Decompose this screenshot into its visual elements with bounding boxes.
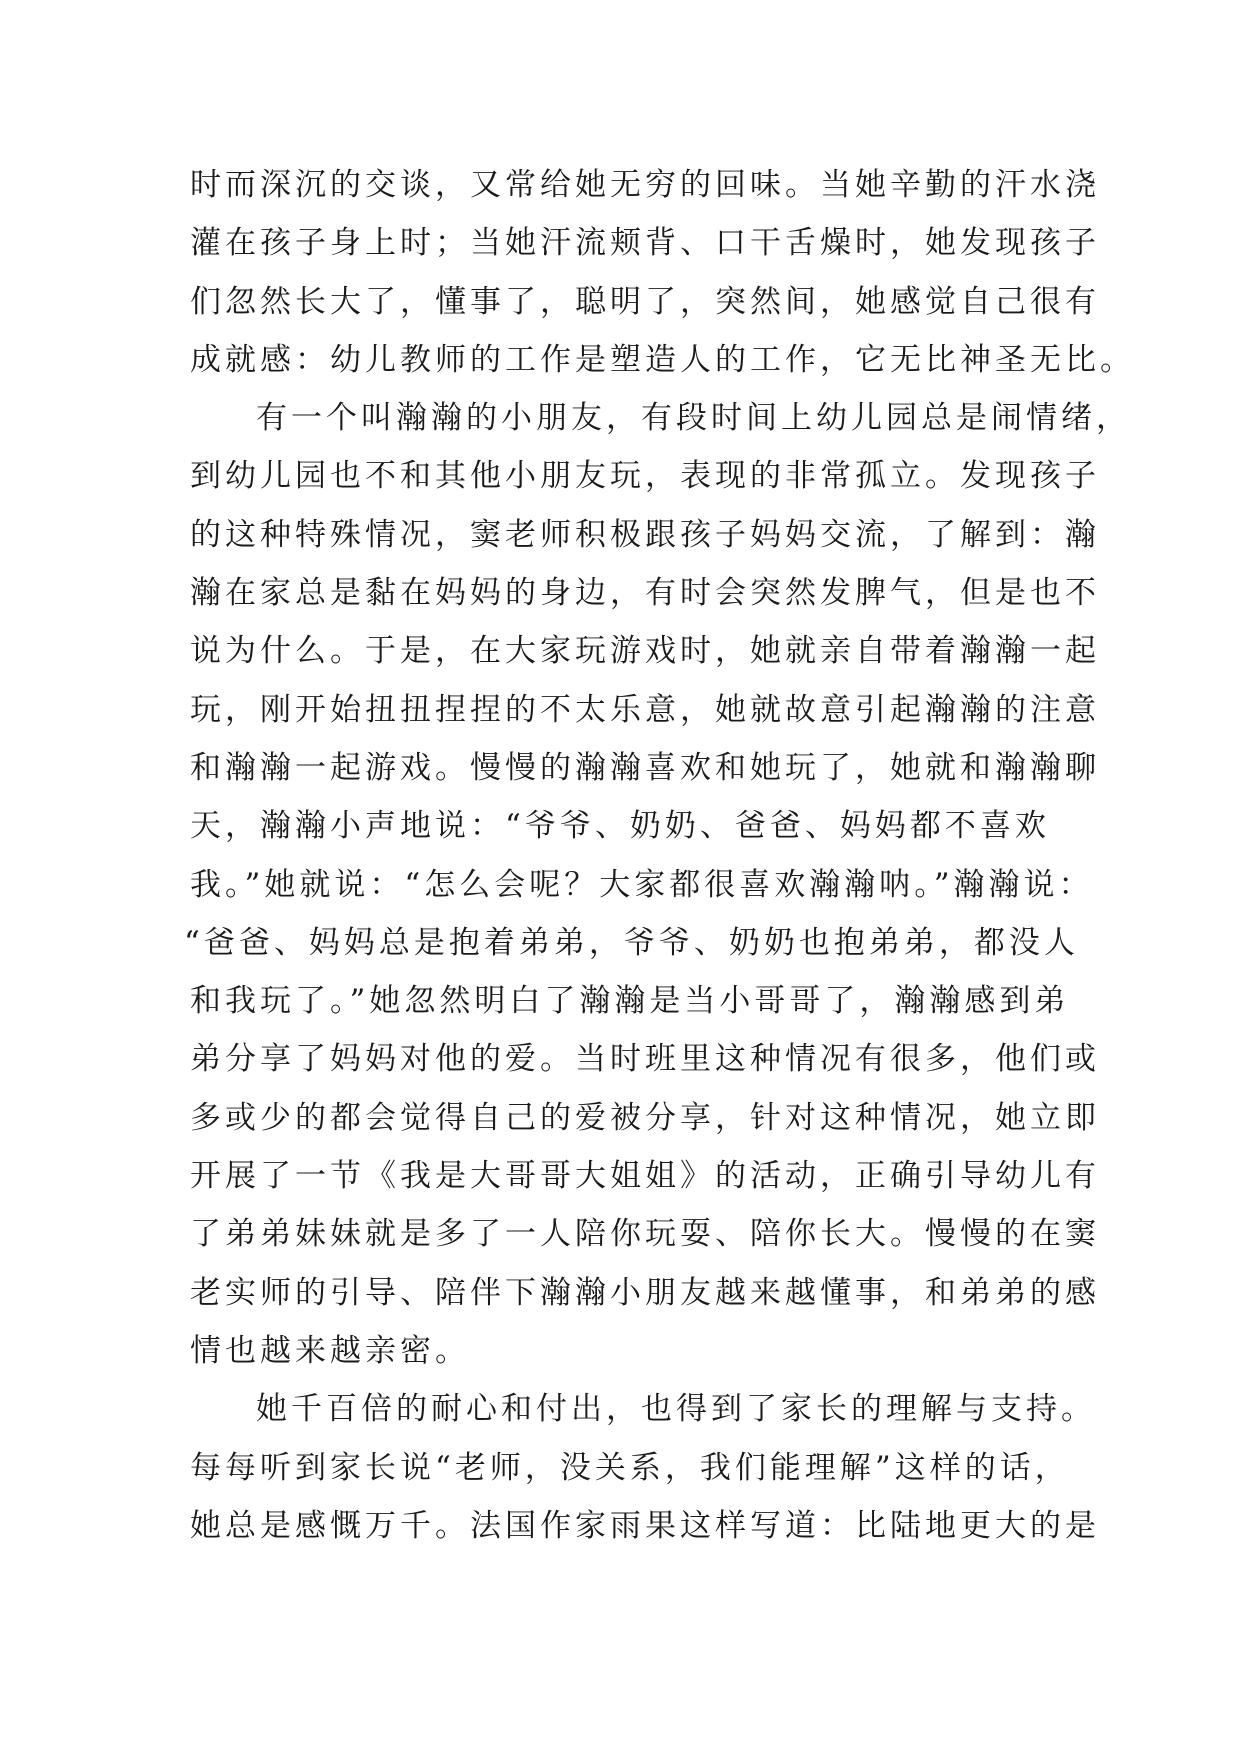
text-line: 多或少的都会觉得自己的爱被分享，针对这种情况，她立即 bbox=[190, 1099, 1100, 1136]
text-line: 我。”她就说：“怎么会呢？大家都很喜欢瀚瀚呐。”瀚瀚说： bbox=[190, 866, 1094, 903]
text-line: 说为什么。于是，在大家玩游戏时，她就亲自带着瀚瀚一起 bbox=[190, 633, 1100, 670]
text-line: 弟分享了妈妈对他的爱。当时班里这种情况有很多，他们或 bbox=[190, 1041, 1100, 1078]
text-line: 们忽然长大了，懂事了，聪明了，突然间，她感觉自己很有 bbox=[190, 283, 1100, 320]
text-line: 和我玩了。”她忽然明白了瀚瀚是当小哥哥了，瀚瀚感到弟 bbox=[190, 983, 1070, 1020]
text-line: 到幼儿园也不和其他小朋友玩，表现的非常孤立。发现孩子 bbox=[190, 458, 1100, 495]
text-line: 开展了一节《我是大哥哥大姐姐》的活动，正确引导幼儿有 bbox=[190, 1158, 1100, 1195]
body-text bbox=[184, 156, 1135, 1555]
text-line: “爸爸、妈妈总是抱着弟弟，爷爷、奶奶也抱弟弟，都没人 bbox=[184, 924, 1079, 961]
text-line: 每每听到家长说“老师，没关系，我们能理解”这样的话， bbox=[190, 1449, 1070, 1486]
paragraph-first-line: 有一个叫瀚瀚的小朋友，有段时间上幼儿园总是闹情绪， bbox=[256, 400, 1131, 437]
text-line: 的这种特殊情况，窦老师积极跟孩子妈妈交流，了解到：瀚 bbox=[190, 516, 1100, 553]
paragraph-first-line: 她千百倍的耐心和付出，也得到了家长的理解与支持。 bbox=[256, 1391, 1096, 1428]
text-line: 老实师的引导、陪伴下瀚瀚小朋友越来越懂事，和弟弟的感 bbox=[190, 1274, 1100, 1311]
text-line: 和瀚瀚一起游戏。慢慢的瀚瀚喜欢和她玩了，她就和瀚瀚聊 bbox=[190, 749, 1100, 786]
text-line: 灌在孩子身上时；当她汗流颊背、口干舌燥时，她发现孩子 bbox=[190, 225, 1100, 262]
text-line: 情也越来越亲密。 bbox=[190, 1332, 470, 1369]
text-line: 玩，刚开始扭扭捏捏的不太乐意，她就故意引起瀚瀚的注意 bbox=[190, 691, 1100, 728]
text-line: 成就感：幼儿教师的工作是塑造人的工作，它无比神圣无比。 bbox=[190, 341, 1135, 378]
text-line: 天，瀚瀚小声地说：“爷爷、奶奶、爸爸、妈妈都不喜欢 bbox=[190, 808, 1050, 845]
text-line: 她总是感慨万千。法国作家雨果这样写道：比陆地更大的是 bbox=[190, 1507, 1100, 1544]
text-line: 瀚在家总是黏在妈妈的身边，有时会突然发脾气，但是也不 bbox=[190, 575, 1100, 612]
text-line: 了弟弟妹妹就是多了一人陪你玩耍、陪你长大。慢慢的在窦 bbox=[190, 1216, 1100, 1253]
text-line: 时而深沉的交谈，又常给她无穷的回味。当她辛勤的汗水浇 bbox=[190, 167, 1100, 203]
